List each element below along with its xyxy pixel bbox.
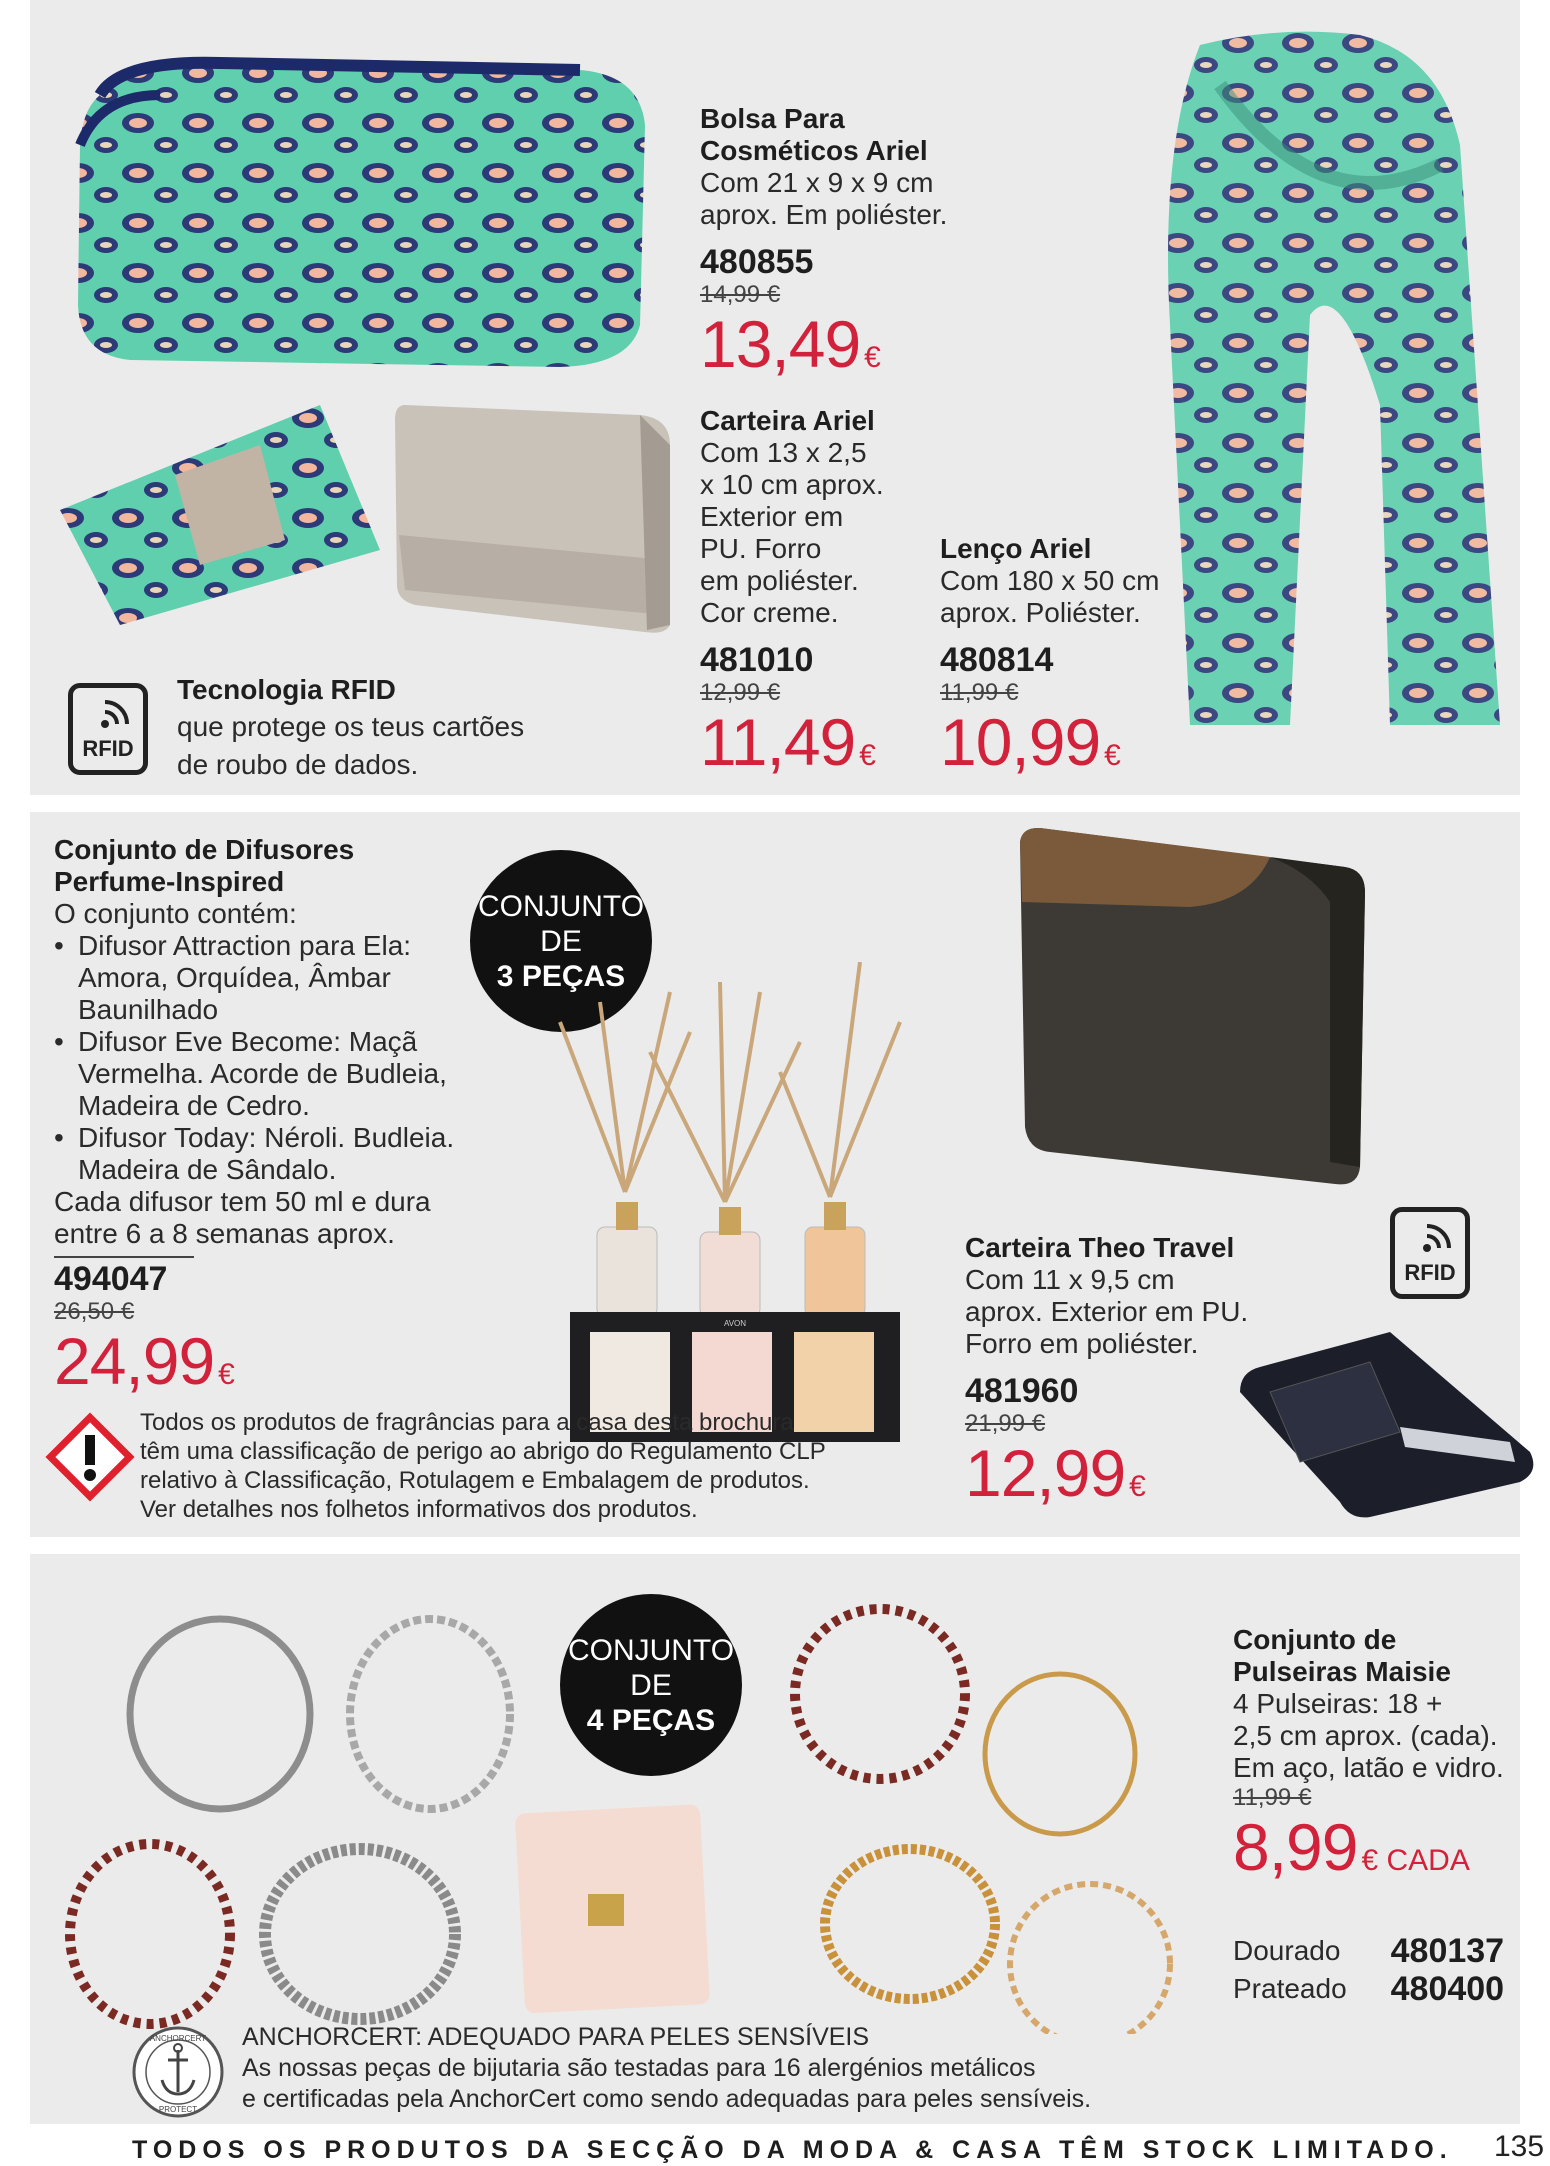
table-row [1233, 1932, 1504, 1970]
seal-bottom-text: PROTECT [158, 2105, 198, 2114]
product-name: Bolsa Para [700, 103, 845, 134]
price: 11,49 [700, 705, 856, 779]
product-description: Cada difusor tem 50 ml e dura [54, 1186, 431, 1217]
product-description: Com 11 x 9,5 cm [965, 1264, 1175, 1295]
variant-table [1233, 1932, 1504, 2008]
seal-top-text: ANCHORCERT [149, 2034, 207, 2043]
stock-notice: TODOS OS PRODUTOS DA SECÇÃO DA MODA & CASA TÊM STOCK LIMITADO. [132, 2136, 1453, 2164]
old-price: 12,99 € [700, 679, 781, 706]
product-description: x 10 cm aprox. [700, 469, 884, 500]
product-code: 480855 [700, 243, 814, 281]
product-code: 480814 [940, 641, 1054, 679]
anchorcert-text: ANCHORCERT: ADEQUADO PARA PELES SENSÍVEIS As nossas peças de bijutaria são testadas para 16 alergénios metálicos e certificadas pela AnchorCert como sendo adequadas para peles sensíveis. [242, 2023, 1092, 2113]
hazard-warning-icon [40, 1407, 140, 1507]
product-code: 481960 [965, 1372, 1079, 1410]
product-description: 2,5 cm aprox. (cada). [1233, 1720, 1498, 1751]
set-badge: CONJUNTO DE 4 PEÇAS [560, 1594, 742, 1776]
hazard-warning-text: Todos os produtos de fragrâncias para a casa desta brochura têm uma classificação de perigo ao abrigo do Regulamento CLP relativo à Classificação, Rotulagem e Embalagem de produtos. Ver detalhes nos folhetos informativos dos produtos. [140, 1409, 826, 1523]
divider [54, 1256, 194, 1258]
product-name: Lenço Ariel [940, 533, 1092, 564]
price-suffix: € CADA [1361, 1844, 1470, 1877]
product-code: 481010 [700, 641, 814, 679]
product-description: O conjunto contém: [54, 898, 297, 929]
product-description: PU. Forro [700, 533, 822, 564]
rfid-icon: RFID [68, 683, 148, 775]
price: 24,99 [54, 1324, 215, 1398]
ariel-wallet-info [700, 405, 884, 777]
product-description: Com 21 x 9 x 9 cm [700, 167, 934, 198]
variant-label: Dourado [1233, 1935, 1341, 1966]
product-name: Cosméticos Ariel [700, 135, 928, 166]
product-name: Pulseiras Maisie [1233, 1656, 1451, 1687]
box-brand-text: AVON [723, 1319, 747, 1328]
product-description: Com 13 x 2,5 [700, 437, 867, 468]
rfid-text: de roubo de dados. [177, 749, 419, 780]
anchorcert-title: ANCHORCERT: ADEQUADO PARA PELES SENSÍVEIS [242, 2023, 870, 2051]
rfid-tech-text [177, 672, 524, 784]
old-price: 21,99 € [965, 1410, 1046, 1437]
list-item: • Difusor Eve Become: Maçã Vermelha. Acorde de Budleia, Madeira de Cedro. [54, 1026, 484, 1122]
bracelets-info [1233, 1624, 1504, 2008]
product-name: Conjunto de Difusores [54, 834, 355, 865]
product-description: aprox. Poliéster. [940, 597, 1141, 628]
product-description: entre 6 a 8 semanas aprox. [54, 1218, 395, 1249]
product-description: Cor creme. [700, 597, 839, 628]
scarf-info [940, 533, 1159, 777]
old-price: 14,99 € [700, 281, 781, 308]
list-item: • Difusor Today: Néroli. Budleia. Madeira de Sândalo. [54, 1122, 484, 1186]
product-description: em poliéster. [700, 565, 859, 596]
currency: € [864, 341, 881, 374]
price: 13,49 [700, 307, 861, 381]
product-name: Conjunto de [1233, 1624, 1397, 1655]
old-price: 11,99 € [1233, 1784, 1312, 1811]
scarf-image [1160, 25, 1510, 730]
currency: € [1129, 1470, 1146, 1503]
rfid-icon: RFID [1390, 1207, 1470, 1299]
anchorcert-seal-icon [130, 2024, 226, 2120]
list-item: • Difusor Attraction para Ela: Amora, Orquídea, Âmbar Baunilhado [54, 930, 484, 1026]
variant-code: 480400 [1390, 1970, 1505, 2008]
theo-wallet-open-image [1230, 1322, 1550, 1522]
bracelets-image [50, 1574, 1200, 2034]
old-price: 11,99 € [940, 679, 1019, 706]
price: 12,99 [965, 1436, 1126, 1510]
diffusers-info [54, 834, 484, 1396]
patterned-card-holder-image [50, 400, 390, 630]
cream-wallet-image [385, 400, 685, 640]
page-number: 135 [1494, 2130, 1545, 2163]
theo-wallet-image [1010, 822, 1390, 1202]
price: 10,99 [940, 705, 1101, 779]
product-description: 4 Pulseiras: 18 + [1233, 1688, 1443, 1719]
product-description: Com 180 x 50 cm [940, 565, 1160, 596]
panel-diffusers-wallet [30, 812, 1520, 1537]
rfid-text: que protege os teus cartões [177, 711, 525, 742]
variant-label: Prateado [1233, 1973, 1347, 2004]
currency: € [1104, 739, 1121, 772]
product-description: Em aço, latão e vidro. [1233, 1752, 1504, 1783]
rfid-title: Tecnologia RFID [177, 674, 396, 705]
product-name: Perfume-Inspired [54, 866, 285, 897]
panel-ariel [30, 0, 1520, 795]
diffuser-list [54, 930, 484, 1186]
cosmetic-bag-info [700, 103, 947, 379]
price: 8,99 [1233, 1810, 1358, 1884]
cosmetic-bag-image [60, 55, 660, 375]
product-description: Forro em poliéster. [965, 1328, 1199, 1359]
set-badge: CONJUNTO DE 3 PEÇAS [470, 850, 652, 1032]
currency: € [218, 1358, 235, 1391]
theo-wallet-info [965, 1232, 1248, 1508]
product-description: aprox. Exterior em PU. [965, 1296, 1249, 1327]
product-name: Carteira Ariel [700, 405, 875, 436]
product-description: Exterior em [700, 501, 844, 532]
old-price: 26,50 € [54, 1298, 135, 1325]
panel-bracelets [30, 1554, 1520, 2124]
variant-code: 480137 [1390, 1932, 1505, 1970]
product-name: Carteira Theo Travel [965, 1232, 1235, 1263]
currency: € [859, 739, 876, 772]
product-description: aprox. Em poliéster. [700, 199, 948, 230]
table-row [1233, 1970, 1504, 2008]
product-code: 494047 [54, 1260, 168, 1298]
